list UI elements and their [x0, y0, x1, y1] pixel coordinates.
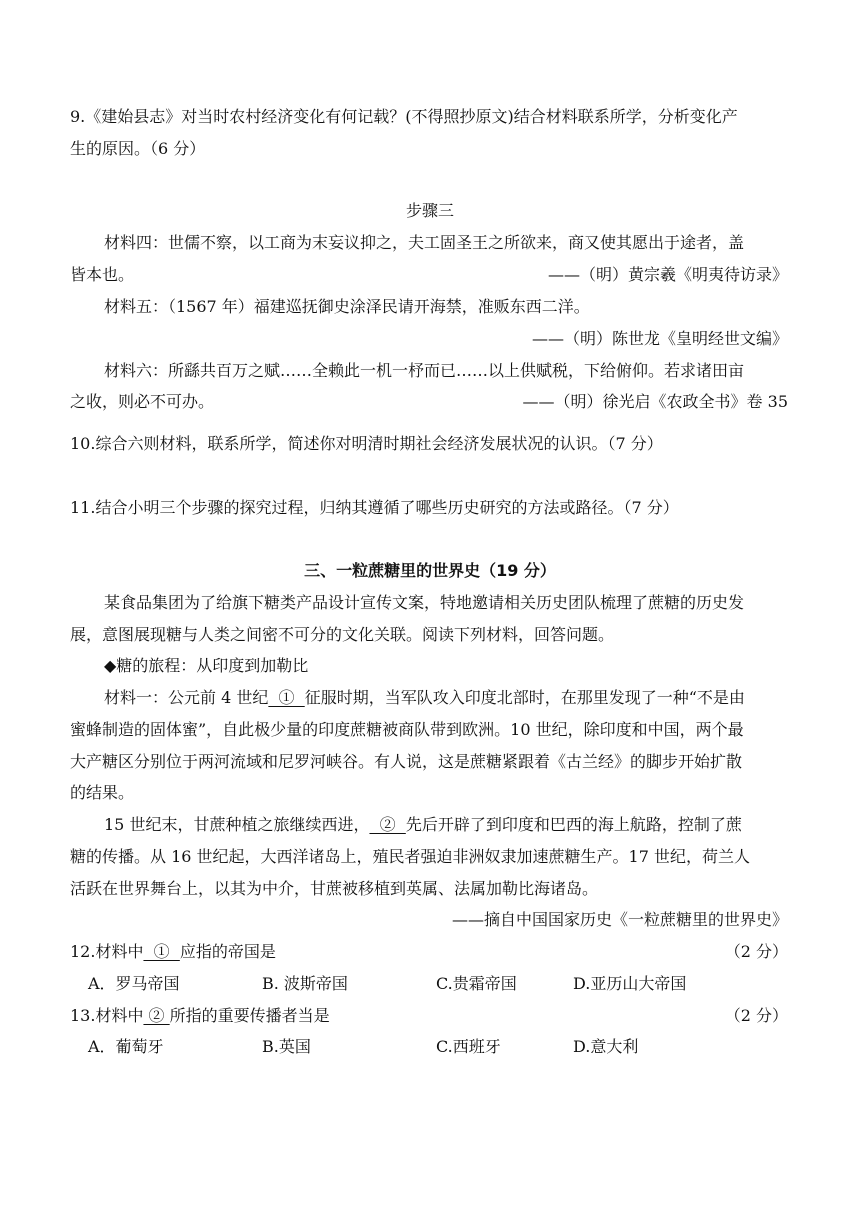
q12-blank: ①	[143, 942, 180, 961]
material4-source: ——（明）黄宗羲《明夷待访录》	[547, 265, 788, 284]
material4-line2: 皆本也。	[70, 265, 135, 284]
material5-source: ——（明）陈世龙《皇明经世文编》	[531, 329, 788, 348]
q13-stem-start: 13.材料中	[70, 1006, 144, 1025]
q12-score: （2 分）	[724, 942, 788, 961]
section3-intro-line1: 某食品集团为了给旗下糖类产品设计宣传文案，特地邀请相关历史团队梳理了蔗糖的历史发	[104, 593, 745, 612]
q12-option-b[interactable]: B. 波斯帝国	[262, 974, 348, 993]
question-12-stem	[70, 941, 276, 963]
q12-option-a[interactable]: A．罗马帝国	[88, 974, 180, 993]
material6-source: ——（明）徐光启《农政全书》卷 35	[522, 392, 788, 411]
paragraph2-line1-end: 先后开辟了到印度和巴西的海上航路，控制了蔗	[405, 815, 742, 834]
material1-line1	[104, 687, 745, 709]
question-11: 11.结合小明三个步骤的探究过程，归纳其遵循了哪些历史研究的方法或路径。（7 分）	[70, 498, 679, 517]
material6-line1: 材料六：所繇共百万之赋……全赖此一机一杼而已……以上供赋税，下给俯仰。若求诸田亩	[104, 361, 745, 380]
q12-option-d[interactable]: D.亚历山大帝国	[573, 974, 687, 993]
material6-line2: 之收，则必不可办。	[70, 392, 215, 411]
q13-option-d[interactable]: D.意大利	[573, 1037, 639, 1056]
material4-line1: 材料四：世儒不察，以工商为末妄议抑之，夫工固圣王之所欲来，商又使其愿出于途者，盖	[104, 233, 745, 252]
paragraph2-line3: 活跃在世界舞台上，以其为中介，甘蔗被移植到英属、法属加勒比海诸岛。	[70, 879, 599, 898]
step3-heading: 步骤三	[405, 201, 454, 220]
material1-line3: 大产糖区分别位于两河流域和尼罗河峡谷。有人说，这是蔗糖紧跟着《古兰经》的脚步开始扩散	[70, 752, 743, 771]
material1-line4: 的结果。	[70, 783, 135, 802]
section3-subhead: ◆糖的旅程：从印度到加勒比	[104, 656, 309, 675]
q9-line2: 生的原因。（6 分）	[70, 139, 206, 158]
material1-line1-end: 征服时期，当军队攻入印度北部时，在那里发现了一种“不是由	[304, 688, 745, 707]
material1-line2: 蜜蜂制造的固体蜜”，自此极少量的印度蔗糖被商队带到欧洲。10 世纪，除印度和中国，两个最	[70, 720, 744, 739]
question-10: 10.综合六则材料，联系所学，简述你对明清时期社会经济发展状况的认识。（7 分）	[70, 434, 663, 453]
q13-option-c[interactable]: C.西班牙	[436, 1037, 501, 1056]
q12-stem-end: 应指的帝国是	[179, 942, 276, 961]
q13-blank: ②	[143, 1006, 170, 1025]
section3-source: ——摘自中国国家历史《一粒蔗糖里的世界史》	[451, 910, 788, 929]
q13-option-a[interactable]: A．葡萄牙	[88, 1037, 164, 1056]
blank-2: ②	[369, 815, 406, 834]
section3-title: 三、一粒蔗糖里的世界史（19 分）	[304, 561, 556, 580]
q12-option-c[interactable]: C.贵霜帝国	[436, 974, 517, 993]
blank-1: ①	[268, 688, 305, 707]
material1-line1-start: 材料一：公元前 4 世纪	[104, 688, 269, 707]
paragraph2-line2: 糖的传播。从 16 世纪起，大西洋诸岛上，殖民者强迫非洲奴隶加速蔗糖生产。17 世纪，荷兰人	[70, 847, 750, 866]
q12-stem-start: 12.材料中	[70, 942, 144, 961]
section3-intro-line2: 展，意图展现糖与人类之间密不可分的文化关联。阅读下列材料，回答问题。	[70, 625, 615, 644]
q13-option-b[interactable]: B.英国	[262, 1037, 311, 1056]
q13-score: （2 分）	[724, 1006, 788, 1025]
question-13-stem	[70, 1005, 330, 1027]
q9-line1: 9.《建始县志》对当时农村经济变化有何记载？(不得照抄原文)结合材料联系所学，分析变化产	[70, 107, 738, 126]
paragraph2-line1	[104, 814, 742, 836]
paragraph2-line1-start: 15 世纪末，甘蔗种植之旅继续西进，	[104, 815, 370, 834]
q13-stem-end: 所指的重要传播者当是	[169, 1006, 330, 1025]
material5-line1: 材料五：（1567 年）福建巡抚御史涂泽民请开海禁，准贩东西二洋。	[104, 297, 590, 316]
